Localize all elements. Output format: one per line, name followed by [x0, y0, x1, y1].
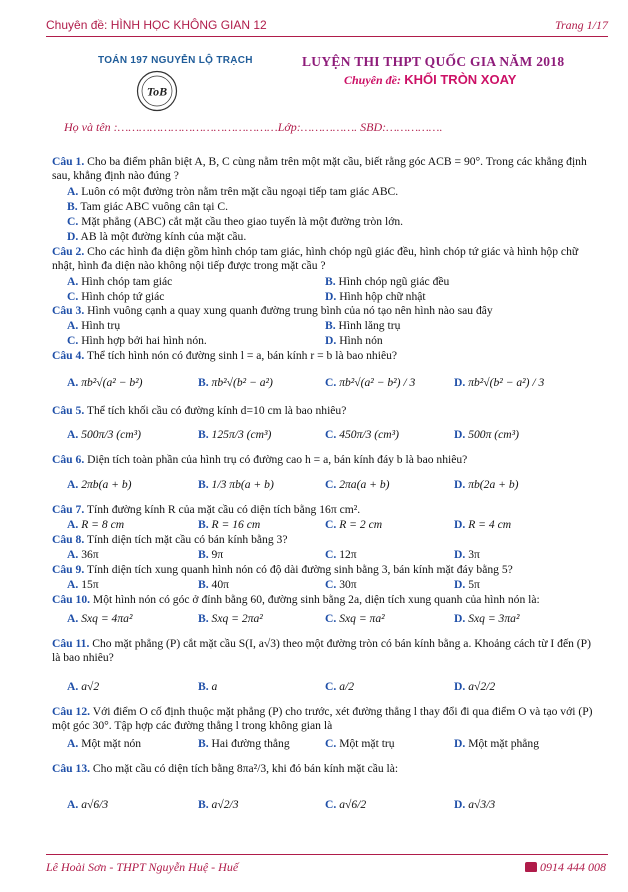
question-1 — [52, 155, 600, 183]
question-11: Câu 11. Cho mặt phẳng (P) cắt mặt cầu S(I, a√3) theo một đường tròn có bán kính bằng a. Khoảng cách từ I đến (P) là bao nhiêu? — [52, 637, 591, 664]
option-8b[interactable]: B. 9π — [198, 548, 224, 561]
option-6c[interactable]: C. 2πa(a + b) — [325, 478, 390, 491]
option-3c[interactable]: C. Hình hợp bởi hai hình nón. — [67, 334, 207, 347]
school-name: TOÁN 197 NGUYỄN LỘ TRẠCH — [98, 55, 253, 66]
option-11c[interactable]: C. a/2 — [325, 680, 355, 693]
question-6: Câu 6. Diện tích toàn phần của hình trụ có đường cao h = a, bán kính đáy b là bao nhiêu? — [52, 453, 468, 466]
option-5b[interactable]: B. 125π/3 (cm³) — [198, 428, 272, 441]
option-13b[interactable]: B. a√2/3 — [198, 798, 239, 811]
school-logo — [136, 70, 178, 112]
option-1c[interactable]: C. Mặt phẳng (ABC) cắt mặt cầu theo giao tuyến là một đường tròn lớn. — [67, 215, 404, 228]
option-13a[interactable]: A. a√6/3 — [67, 798, 109, 811]
exam-title: LUYỆN THI THPT QUỐC GIA NĂM 2018 — [302, 54, 565, 69]
option-5c[interactable]: C. 450π/3 (cm³) — [325, 428, 400, 441]
option-4c[interactable]: C. πb²√(a² − b²) / 3 — [325, 376, 416, 389]
option-10d[interactable]: D. Sxq = 3πa² — [454, 612, 520, 625]
option-7b[interactable]: B. R = 16 cm — [198, 518, 261, 531]
option-9b[interactable]: B. 40π — [198, 578, 229, 591]
option-4d[interactable]: D. πb²√(b² − a²) / 3 — [454, 376, 545, 389]
question-12: Câu 12. Với điểm O cố định thuộc mặt phẳng (P) cho trước, xét đường thẳng l thay đổi đi qua điểm O và tạo với (P) một góc 30°. Tập hợp các đường thẳng l trong không gian là — [52, 705, 593, 732]
option-9d[interactable]: D. 5π — [454, 578, 480, 591]
option-12b[interactable]: B. Hai đường thẳng — [198, 737, 290, 750]
subtitle-prefix: Chuyên đề: — [344, 73, 401, 87]
phone-number: 0914 444 008 — [540, 860, 606, 874]
footer-divider — [46, 854, 608, 855]
page-header — [46, 18, 608, 38]
option-3d[interactable]: D. Hình nón — [325, 334, 383, 347]
option-8d[interactable]: D. 3π — [454, 548, 480, 561]
option-9a[interactable]: A. 15π — [67, 578, 99, 591]
option-4a[interactable]: A. πb²√(a² − b²) — [67, 376, 143, 389]
option-5a[interactable]: A. 500π/3 (cm³) — [67, 428, 142, 441]
option-7a[interactable]: A. R = 8 cm — [67, 518, 125, 531]
question-text: Cho ba điểm phân biệt A, B, C cùng nằm trên một mặt cầu, biết rằng góc ACB = 90°. Trong các khẳng định sau, khẳng định nào đúng ? — [52, 155, 587, 182]
question-2: Câu 2. Cho các hình đa diện gồm hình chóp tam giác, hình chóp ngũ giác đều, hình chóp tứ giác và hình hộp chữ nhật, hình đa diện nào không nội tiếp được trong mặt cầu ? — [52, 245, 579, 272]
option-6b[interactable]: B. 1/3 πb(a + b) — [198, 478, 274, 491]
phone-contact — [525, 860, 606, 875]
question-4: Câu 4. Thể tích hình nón có đường sinh l = a, bán kính r = b là bao nhiêu? — [52, 349, 398, 362]
option-7c[interactable]: C. R = 2 cm — [325, 518, 383, 531]
option-11d[interactable]: D. a√2/2 — [454, 680, 496, 693]
option-11b[interactable]: B. a — [198, 680, 218, 693]
student-info-line: Họ và tên :………………………………………Lớp:……………. SBD:……………. — [64, 120, 443, 134]
option-4b[interactable]: B. πb²√(b² − a²) — [198, 376, 273, 389]
question-13: Câu 13. Cho mặt cầu có diện tích bằng 8πa²/3, khi đó bán kính mặt cầu là: — [52, 762, 399, 775]
question-10: Câu 10. Một hình nón có góc ở đỉnh bằng 60, đường sinh bằng 2a, diện tích xung quanh của hình nón là: — [52, 593, 540, 606]
option-6a[interactable]: A. 2πb(a + b) — [67, 478, 132, 491]
option-12c[interactable]: C. Một mặt trụ — [325, 737, 395, 750]
question-9: Câu 9. Tính diện tích xung quanh hình nón có độ dài đường sinh bằng 3, bán kính mặt đáy bằng 5? — [52, 563, 513, 576]
question-8: Câu 8. Tính diện tích mặt cầu có bán kính bằng 3? — [52, 533, 288, 546]
author-credit: Lê Hoài Sơn - THPT Nguyễn Huệ - Huế — [46, 860, 239, 874]
question-number: Câu 1. — [52, 155, 85, 168]
option-8c[interactable]: C. 12π — [325, 548, 357, 561]
option-12a[interactable]: A. Một mặt nón — [67, 737, 142, 750]
option-2a[interactable]: A. Hình chóp tam giác — [67, 275, 173, 288]
phone-icon — [525, 862, 537, 872]
page-number: Trang 1/17 — [554, 18, 608, 32]
option-2c[interactable]: C. Hình chóp tứ giác — [67, 290, 165, 303]
option-13d[interactable]: D. a√3/3 — [454, 798, 496, 811]
option-1a[interactable]: A. Luôn có một đường tròn nằm trên mặt cầu ngoại tiếp tam giác ABC. — [67, 185, 399, 198]
option-10a[interactable]: A. Sxq = 4πa² — [67, 612, 133, 625]
option-1b[interactable]: B. Tam giác ABC vuông cân tại C. — [67, 200, 228, 213]
option-2d[interactable]: D. Hình hộp chữ nhật — [325, 290, 426, 303]
question-3: Câu 3. Hình vuông cạnh a quay xung quanh đường trung bình của nó tạo nên hình nào sau đây — [52, 304, 493, 317]
option-3b[interactable]: B. Hình lăng trụ — [325, 319, 401, 332]
option-2b[interactable]: B. Hình chóp ngũ giác đều — [325, 275, 450, 288]
topic-label: Chuyên đề: HÌNH HỌC KHÔNG GIAN 12 — [46, 18, 267, 32]
option-5d[interactable]: D. 500π (cm³) — [454, 428, 520, 441]
question-7: Câu 7. Tính đường kính R của mặt cầu có diện tích bằng 16π cm². — [52, 503, 361, 516]
question-5: Câu 5. Thể tích khối cầu có đường kính d=10 cm là bao nhiêu? — [52, 404, 347, 417]
option-11a[interactable]: A. a√2 — [67, 680, 100, 693]
option-8a[interactable]: A. 36π — [67, 548, 99, 561]
option-7d[interactable]: D. R = 4 cm — [454, 518, 512, 531]
logo-text: ToB — [146, 84, 168, 99]
option-10b[interactable]: B. Sxq = 2πa² — [198, 612, 263, 625]
option-9c[interactable]: C. 30π — [325, 578, 357, 591]
option-12d[interactable]: D. Một mặt phẳng — [454, 737, 540, 750]
option-3a[interactable]: A. Hình trụ — [67, 319, 121, 332]
option-10c[interactable]: C. Sxq = πa² — [325, 612, 385, 625]
option-13c[interactable]: C. a√6/2 — [325, 798, 367, 811]
option-1d[interactable]: D. AB là một đường kính của mặt cầu. — [67, 230, 247, 243]
subtitle-main: KHỐI TRÒN XOAY — [404, 72, 517, 87]
header-divider — [46, 36, 608, 37]
option-6d[interactable]: D. πb(2a + b) — [454, 478, 519, 491]
exam-subtitle — [344, 72, 516, 88]
